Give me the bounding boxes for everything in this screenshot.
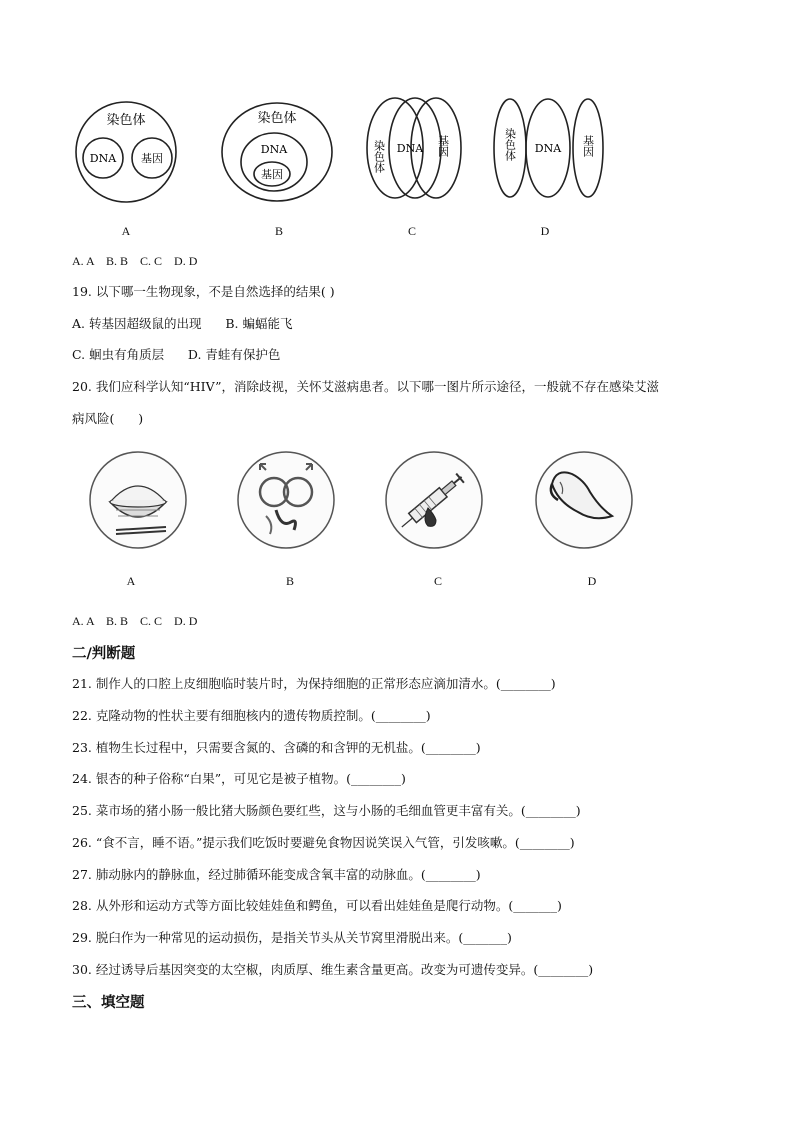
question-28: 28. 从外形和运动方式等方面比较娃娃鱼和鳄鱼，可以看出娃娃鱼是爬行动物。(_______)	[72, 898, 562, 913]
diagram-d-right-label: 基因	[581, 135, 595, 157]
question-22: 22. 克隆动物的性状主要有细胞核内的遗传物质控制。(________)	[72, 708, 431, 723]
q18-options: A. A B. B C. C D. D	[72, 254, 198, 268]
fig1-label-b: B	[274, 224, 283, 238]
question-30: 30. 经过诱导后基因突变的太空椒，肉质厚、维生素含量更高。改变为可遗传变异。(________)	[72, 962, 594, 977]
fig1-label-a: A	[121, 224, 131, 238]
q20-label-a: A	[126, 574, 136, 588]
diagram-b-inner-label: 基因	[261, 168, 283, 181]
q20-label-c: C	[433, 574, 442, 588]
q19-options-row1: A. 转基因超级鼠的出现 B. 蝙蝠能飞	[72, 316, 293, 331]
q20-label-b: B	[285, 574, 294, 588]
diagram-a-left-label: DNA	[89, 152, 117, 165]
q20-image-a-bowl	[88, 450, 188, 550]
diagram-c-left-label: 染色体	[372, 140, 386, 173]
fig1-label-d: D	[540, 224, 550, 238]
q18-diagram-figure	[70, 90, 630, 205]
question-27: 27. 肺动脉内的静脉血，经过肺循环能变成含氧丰富的动脉血。(________)	[72, 867, 481, 882]
q20-stem-line2: 病风险( )	[72, 411, 144, 426]
diagram-d-left-label: 染色体	[503, 128, 517, 161]
section-3-title: 三、填空题	[72, 995, 145, 1011]
diagram-c-mid-label: DNA	[396, 142, 424, 155]
question-29: 29. 脱臼作为一种常见的运动损伤，是指关节头从关节窝里滑脱出来。(_______)	[72, 930, 512, 945]
diagram-b-mid-label: DNA	[260, 143, 288, 156]
q20-image-d-heart	[534, 450, 634, 550]
diagram-a-outer-label: 染色体	[106, 113, 146, 128]
question-24: 24. 银杏的种子俗称“白果”，可见它是被子植物。(________)	[72, 771, 406, 786]
section-2-title: 二/判断题	[72, 646, 136, 662]
q20-label-d: D	[587, 574, 597, 588]
q20-stem-line1: 20. 我们应科学认知“HIV”，消除歧视，关怀艾滋病患者。以下哪一图片所示途径，一般就不存在感染艾滋	[72, 379, 659, 394]
diagram-b-outer-label: 染色体	[257, 111, 297, 126]
q20-image-b-symbols	[236, 450, 336, 550]
diagram-d-mid-label: DNA	[534, 142, 562, 155]
question-25: 25. 菜市场的猪小肠一般比猪大肠颜色要红些，这与小肠的毛细血管更丰富有关。(________)	[72, 803, 581, 818]
question-26: 26. “食不言，睡不语。”提示我们吃饭时要避免食物因说笑误入气管，引发咳嗽。(________)	[72, 835, 575, 850]
q19-options-row2: C. 蛔虫有角质层 D. 青蛙有保护色	[72, 347, 281, 362]
diagram-c-right-label: 基因	[436, 135, 450, 157]
diagram-a-right-label: 基因	[141, 152, 163, 165]
question-23: 23. 植物生长过程中，只需要含氮的、含磷的和含钾的无机盐。(________)	[72, 740, 481, 755]
q20-options: A. A B. B C. C D. D	[72, 614, 198, 628]
fig1-label-c: C	[407, 224, 416, 238]
q20-image-c-syringe	[384, 450, 484, 550]
question-21: 21. 制作人的口腔上皮细胞临时装片时，为保持细胞的正常形态应滴加清水。(________)	[72, 676, 556, 691]
q19-stem: 19. 以下哪一生物现象，不是自然选择的结果( )	[72, 284, 335, 299]
